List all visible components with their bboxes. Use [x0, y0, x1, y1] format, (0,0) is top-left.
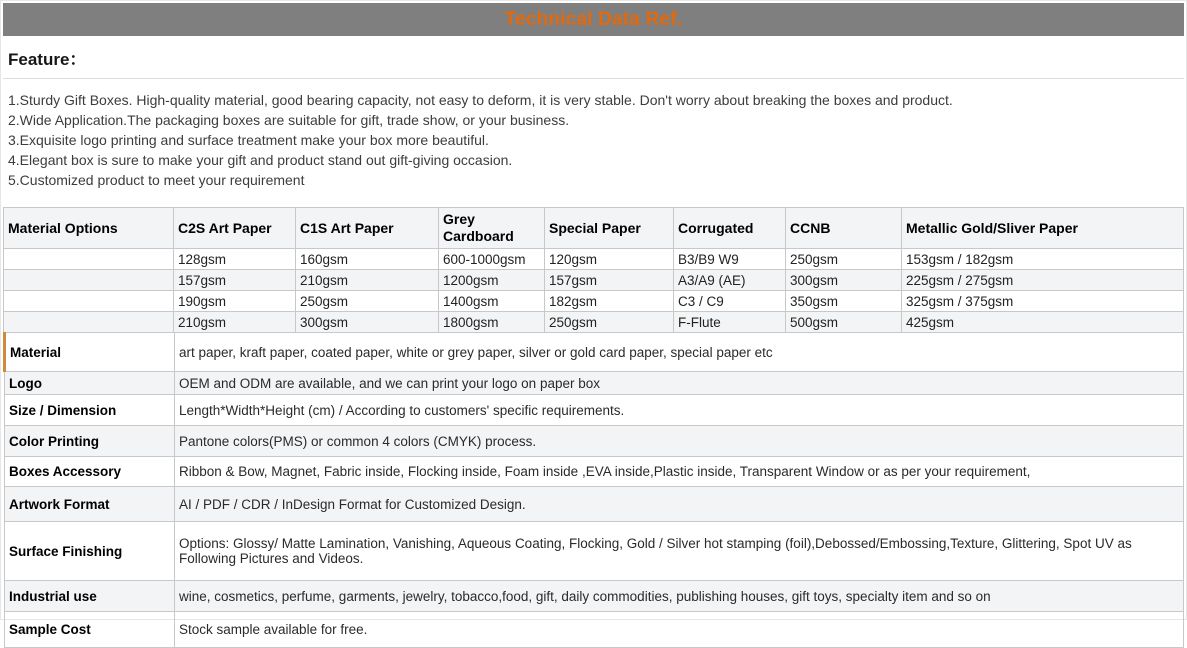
spec-row [5, 522, 1184, 581]
materials-cell: 225gsm / 275gsm [902, 270, 1184, 291]
materials-cell: A3/A9 (AE) [674, 270, 786, 291]
column-header: C1S Art Paper [296, 208, 439, 249]
spec-row [5, 487, 1184, 522]
column-header: C2S Art Paper [174, 208, 296, 249]
materials-cell: 500gsm [786, 312, 902, 333]
materials-cell: B3/B9 W9 [674, 249, 786, 270]
materials-cell: 120gsm [545, 249, 674, 270]
materials-cell: F-Flute [674, 312, 786, 333]
spec-label: Surface Finishing [5, 522, 175, 581]
spec-label: Size / Dimension [5, 395, 175, 426]
materials-table [3, 207, 1184, 333]
materials-cell: 182gsm [545, 291, 674, 312]
column-header: Special Paper [545, 208, 674, 249]
specs-table [3, 332, 1184, 648]
materials-cell [4, 249, 174, 270]
feature-heading: Feature： [3, 36, 1184, 79]
materials-cell: 128gsm [174, 249, 296, 270]
table-row [4, 291, 1184, 312]
materials-cell: 250gsm [786, 249, 902, 270]
spec-row [5, 333, 1184, 372]
table-row [4, 312, 1184, 333]
materials-cell [4, 312, 174, 333]
feature-item: 1.Sturdy Gift Boxes. High-quality material, good bearing capacity, not easy to deform, it is very stable. Don't worry about breaking the boxes and product. [8, 92, 953, 108]
spec-label: Color Printing [5, 426, 175, 457]
spec-value: Pantone colors(PMS) or common 4 colors (CMYK) process. [175, 426, 1184, 457]
spec-value: wine, cosmetics, perfume, garments, jewelry, tobacco,food, gift, daily commodities, publishing houses, gift toys, specialty item and so on [175, 581, 1184, 612]
materials-cell: 600-1000gsm [439, 249, 545, 270]
spec-value: AI / PDF / CDR / InDesign Format for Customized Design. [175, 487, 1184, 522]
spec-value: Options: Glossy/ Matte Lamination, Vanishing, Aqueous Coating, Flocking, Gold / Silver hot stamping (foil),Debossed/Embossing,Texture, Glittering, Spot UV as Following Pictures and Videos. [175, 522, 1184, 581]
spec-row [5, 612, 1184, 648]
materials-cell: 300gsm [296, 312, 439, 333]
materials-cell: 1400gsm [439, 291, 545, 312]
spec-row [5, 395, 1184, 426]
materials-cell [4, 270, 174, 291]
materials-cell: 1200gsm [439, 270, 545, 291]
column-header: Material Options [4, 208, 174, 249]
materials-cell: 210gsm [174, 312, 296, 333]
feature-item: 2.Wide Application.The packaging boxes are suitable for gift, trade show, or your business. [8, 112, 570, 128]
materials-cell: 153gsm / 182gsm [902, 249, 1184, 270]
materials-cell: 1800gsm [439, 312, 545, 333]
materials-cell: 210gsm [296, 270, 439, 291]
column-header: CCNB [786, 208, 902, 249]
materials-cell: 250gsm [296, 291, 439, 312]
spec-row [5, 372, 1184, 395]
column-header: Grey Cardboard [439, 208, 545, 249]
materials-header-row [4, 208, 1184, 249]
materials-cell: 160gsm [296, 249, 439, 270]
feature-item: 5.Customized product to meet your requirement [8, 172, 305, 188]
feature-item: 3.Exquisite logo printing and surface treatment make your box more beautiful. [8, 132, 489, 148]
spec-label: Logo [5, 372, 175, 395]
spec-value: Length*Width*Height (cm) / According to customers' specific requirements. [175, 395, 1184, 426]
spec-label: Material [5, 333, 175, 372]
spec-value: OEM and ODM are available, and we can print your logo on paper box [175, 372, 1184, 395]
materials-cell: 157gsm [545, 270, 674, 291]
column-header: Corrugated [674, 208, 786, 249]
materials-cell: C3 / C9 [674, 291, 786, 312]
spec-value: art paper, kraft paper, coated paper, white or grey paper, silver or gold card paper, special paper etc [175, 333, 1184, 372]
materials-cell: 190gsm [174, 291, 296, 312]
materials-cell: 325gsm / 375gsm [902, 291, 1184, 312]
spec-label: Boxes Accessory [5, 457, 175, 487]
feature-list [3, 79, 1184, 194]
materials-cell [4, 291, 174, 312]
spec-value: Stock sample available for free. [175, 612, 1184, 648]
feature-item: 4.Elegant box is sure to make your gift and product stand out gift-giving occasion. [8, 152, 513, 168]
table-row [4, 249, 1184, 270]
spec-label: Artwork Format [5, 487, 175, 522]
materials-cell: 350gsm [786, 291, 902, 312]
materials-cell: 250gsm [545, 312, 674, 333]
table-row [4, 270, 1184, 291]
banner [3, 3, 1184, 36]
column-header: Metallic Gold/Sliver Paper [902, 208, 1184, 249]
spec-value: Ribbon & Bow, Magnet, Fabric inside, Flocking inside, Foam inside ,EVA inside,Plastic inside, Transparent Window or as per your requirement, [175, 457, 1184, 487]
materials-cell: 157gsm [174, 270, 296, 291]
spec-label: Sample Cost [5, 612, 175, 648]
materials-cell: 300gsm [786, 270, 902, 291]
banner-title: Technical Data Ref. [504, 9, 683, 30]
spec-row [5, 426, 1184, 457]
spec-row [5, 581, 1184, 612]
spec-row [5, 457, 1184, 487]
materials-cell: 425gsm [902, 312, 1184, 333]
spec-label: Industrial use [5, 581, 175, 612]
